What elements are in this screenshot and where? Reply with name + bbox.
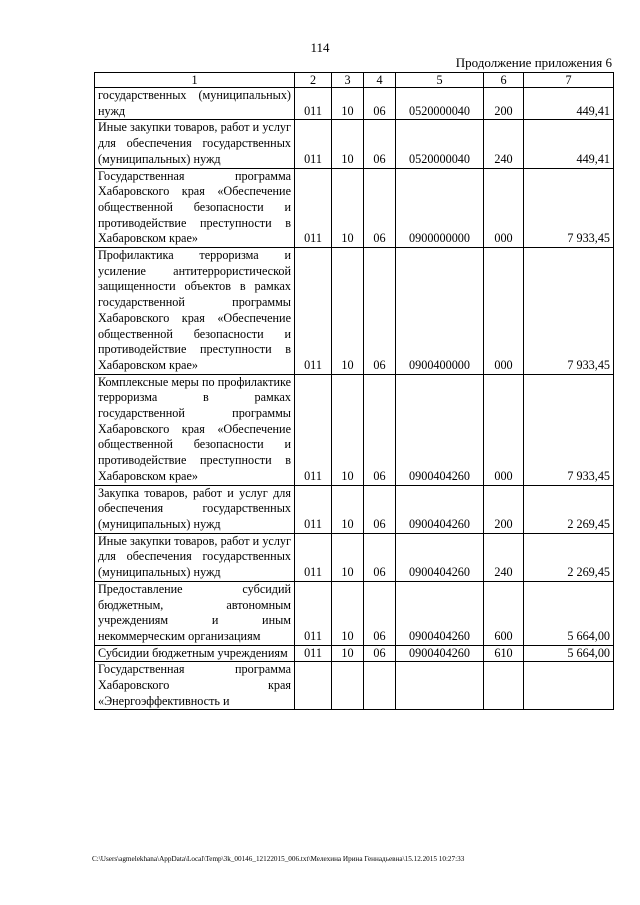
table-row xyxy=(95,645,614,662)
cell-section: 10 xyxy=(332,485,364,533)
cell-ministry: 011 xyxy=(295,645,332,662)
cell-expense-type xyxy=(484,662,524,710)
cell-name: Государственная программа Хабаровского края «Энергоэффективность и xyxy=(95,662,295,710)
cell-subsection: 06 xyxy=(364,120,396,168)
cell-expense-type: 200 xyxy=(484,88,524,120)
cell-ministry: 011 xyxy=(295,120,332,168)
cell-target-article: 0900404260 xyxy=(396,485,484,533)
cell-expense-type: 000 xyxy=(484,168,524,248)
file-path-footer: C:\Users\agmelekhana\AppData\Local\Temp\3k_00146_12122015_006.txt\Мелехина Ирина Геннадьевна\15.12.2015 10:27:33 xyxy=(92,855,465,863)
column-header: 3 xyxy=(332,73,364,88)
cell-subsection: 06 xyxy=(364,88,396,120)
cell-name: Государственная программа Хабаровского края «Обеспечение общественной безопасности и противодействие преступности в Хабаровском крае» xyxy=(95,168,295,248)
table-row xyxy=(95,248,614,375)
cell-subsection: 06 xyxy=(364,374,396,485)
table-row xyxy=(95,662,614,710)
cell-amount: 449,41 xyxy=(524,120,614,168)
cell-section xyxy=(332,662,364,710)
cell-subsection: 06 xyxy=(364,485,396,533)
cell-ministry: 011 xyxy=(295,88,332,120)
cell-amount: 7 933,45 xyxy=(524,248,614,375)
cell-section: 10 xyxy=(332,88,364,120)
cell-expense-type: 200 xyxy=(484,485,524,533)
cell-name: Предоставление субсидий бюджетным, автономным учреждениям и иным некоммерческим организациям xyxy=(95,581,295,645)
cell-ministry: 011 xyxy=(295,485,332,533)
cell-section: 10 xyxy=(332,533,364,581)
cell-target-article: 0900404260 xyxy=(396,645,484,662)
cell-ministry: 011 xyxy=(295,248,332,375)
cell-subsection: 06 xyxy=(364,533,396,581)
cell-amount: 7 933,45 xyxy=(524,168,614,248)
cell-section: 10 xyxy=(332,168,364,248)
cell-section: 10 xyxy=(332,374,364,485)
cell-subsection: 06 xyxy=(364,645,396,662)
column-header: 5 xyxy=(396,73,484,88)
cell-ministry: 011 xyxy=(295,581,332,645)
cell-name: Комплексные меры по профилактике терроризма в рамках государственной программы Хабаровского края «Обеспечение общественной безопасности и противодействие преступности в Хабаровском крае» xyxy=(95,374,295,485)
cell-expense-type: 000 xyxy=(484,248,524,375)
cell-amount: 5 664,00 xyxy=(524,645,614,662)
cell-expense-type: 000 xyxy=(484,374,524,485)
table-row xyxy=(95,168,614,248)
column-header: 1 xyxy=(95,73,295,88)
cell-target-article: 0900404260 xyxy=(396,374,484,485)
header-row xyxy=(95,73,614,88)
table-row xyxy=(95,120,614,168)
cell-name: Профилактика терроризма и усиление антитеррористической защищенности объектов в рамках государственной программы Хабаровского края «Обеспечение общественной безопасности и противодействие преступности в Хабаровском крае» xyxy=(95,248,295,375)
column-header: 2 xyxy=(295,73,332,88)
cell-subsection: 06 xyxy=(364,248,396,375)
cell-expense-type: 240 xyxy=(484,533,524,581)
cell-name: Иные закупки товаров, работ и услуг для обеспечения государственных (муниципальных) нужд xyxy=(95,533,295,581)
cell-expense-type: 610 xyxy=(484,645,524,662)
cell-target-article: 0900404260 xyxy=(396,533,484,581)
cell-subsection: 06 xyxy=(364,581,396,645)
cell-target-article: 0900404260 xyxy=(396,581,484,645)
cell-name: Закупка товаров, работ и услуг для обеспечения государственных (муниципальных) нужд xyxy=(95,485,295,533)
column-header: 4 xyxy=(364,73,396,88)
cell-section: 10 xyxy=(332,645,364,662)
table-body xyxy=(95,88,614,710)
table-row xyxy=(95,581,614,645)
cell-name: Субсидии бюджетным учреждениям xyxy=(95,645,295,662)
cell-name: государственных (муниципальных) нужд xyxy=(95,88,295,120)
cell-ministry: 011 xyxy=(295,374,332,485)
cell-ministry: 011 xyxy=(295,533,332,581)
table-row xyxy=(95,533,614,581)
cell-amount: 7 933,45 xyxy=(524,374,614,485)
cell-amount: 449,41 xyxy=(524,88,614,120)
cell-target-article xyxy=(396,662,484,710)
table-row xyxy=(95,485,614,533)
cell-name: Иные закупки товаров, работ и услуг для обеспечения государственных (муниципальных) нужд xyxy=(95,120,295,168)
column-header: 7 xyxy=(524,73,614,88)
cell-section: 10 xyxy=(332,120,364,168)
cell-target-article: 0520000040 xyxy=(396,120,484,168)
cell-section: 10 xyxy=(332,248,364,375)
cell-ministry xyxy=(295,662,332,710)
cell-expense-type: 600 xyxy=(484,581,524,645)
cell-target-article: 0900000000 xyxy=(396,168,484,248)
cell-amount xyxy=(524,662,614,710)
cell-subsection: 06 xyxy=(364,168,396,248)
cell-amount: 5 664,00 xyxy=(524,581,614,645)
continuation-note: Продолжение приложения 6 xyxy=(455,55,612,70)
cell-amount: 2 269,45 xyxy=(524,485,614,533)
budget-table xyxy=(94,72,614,710)
table-row xyxy=(95,88,614,120)
cell-subsection xyxy=(364,662,396,710)
cell-amount: 2 269,45 xyxy=(524,533,614,581)
table-row xyxy=(95,374,614,485)
cell-target-article: 0900400000 xyxy=(396,248,484,375)
page-number: 114 xyxy=(310,40,330,55)
cell-section: 10 xyxy=(332,581,364,645)
cell-target-article: 0520000040 xyxy=(396,88,484,120)
cell-ministry: 011 xyxy=(295,168,332,248)
column-header: 6 xyxy=(484,73,524,88)
cell-expense-type: 240 xyxy=(484,120,524,168)
